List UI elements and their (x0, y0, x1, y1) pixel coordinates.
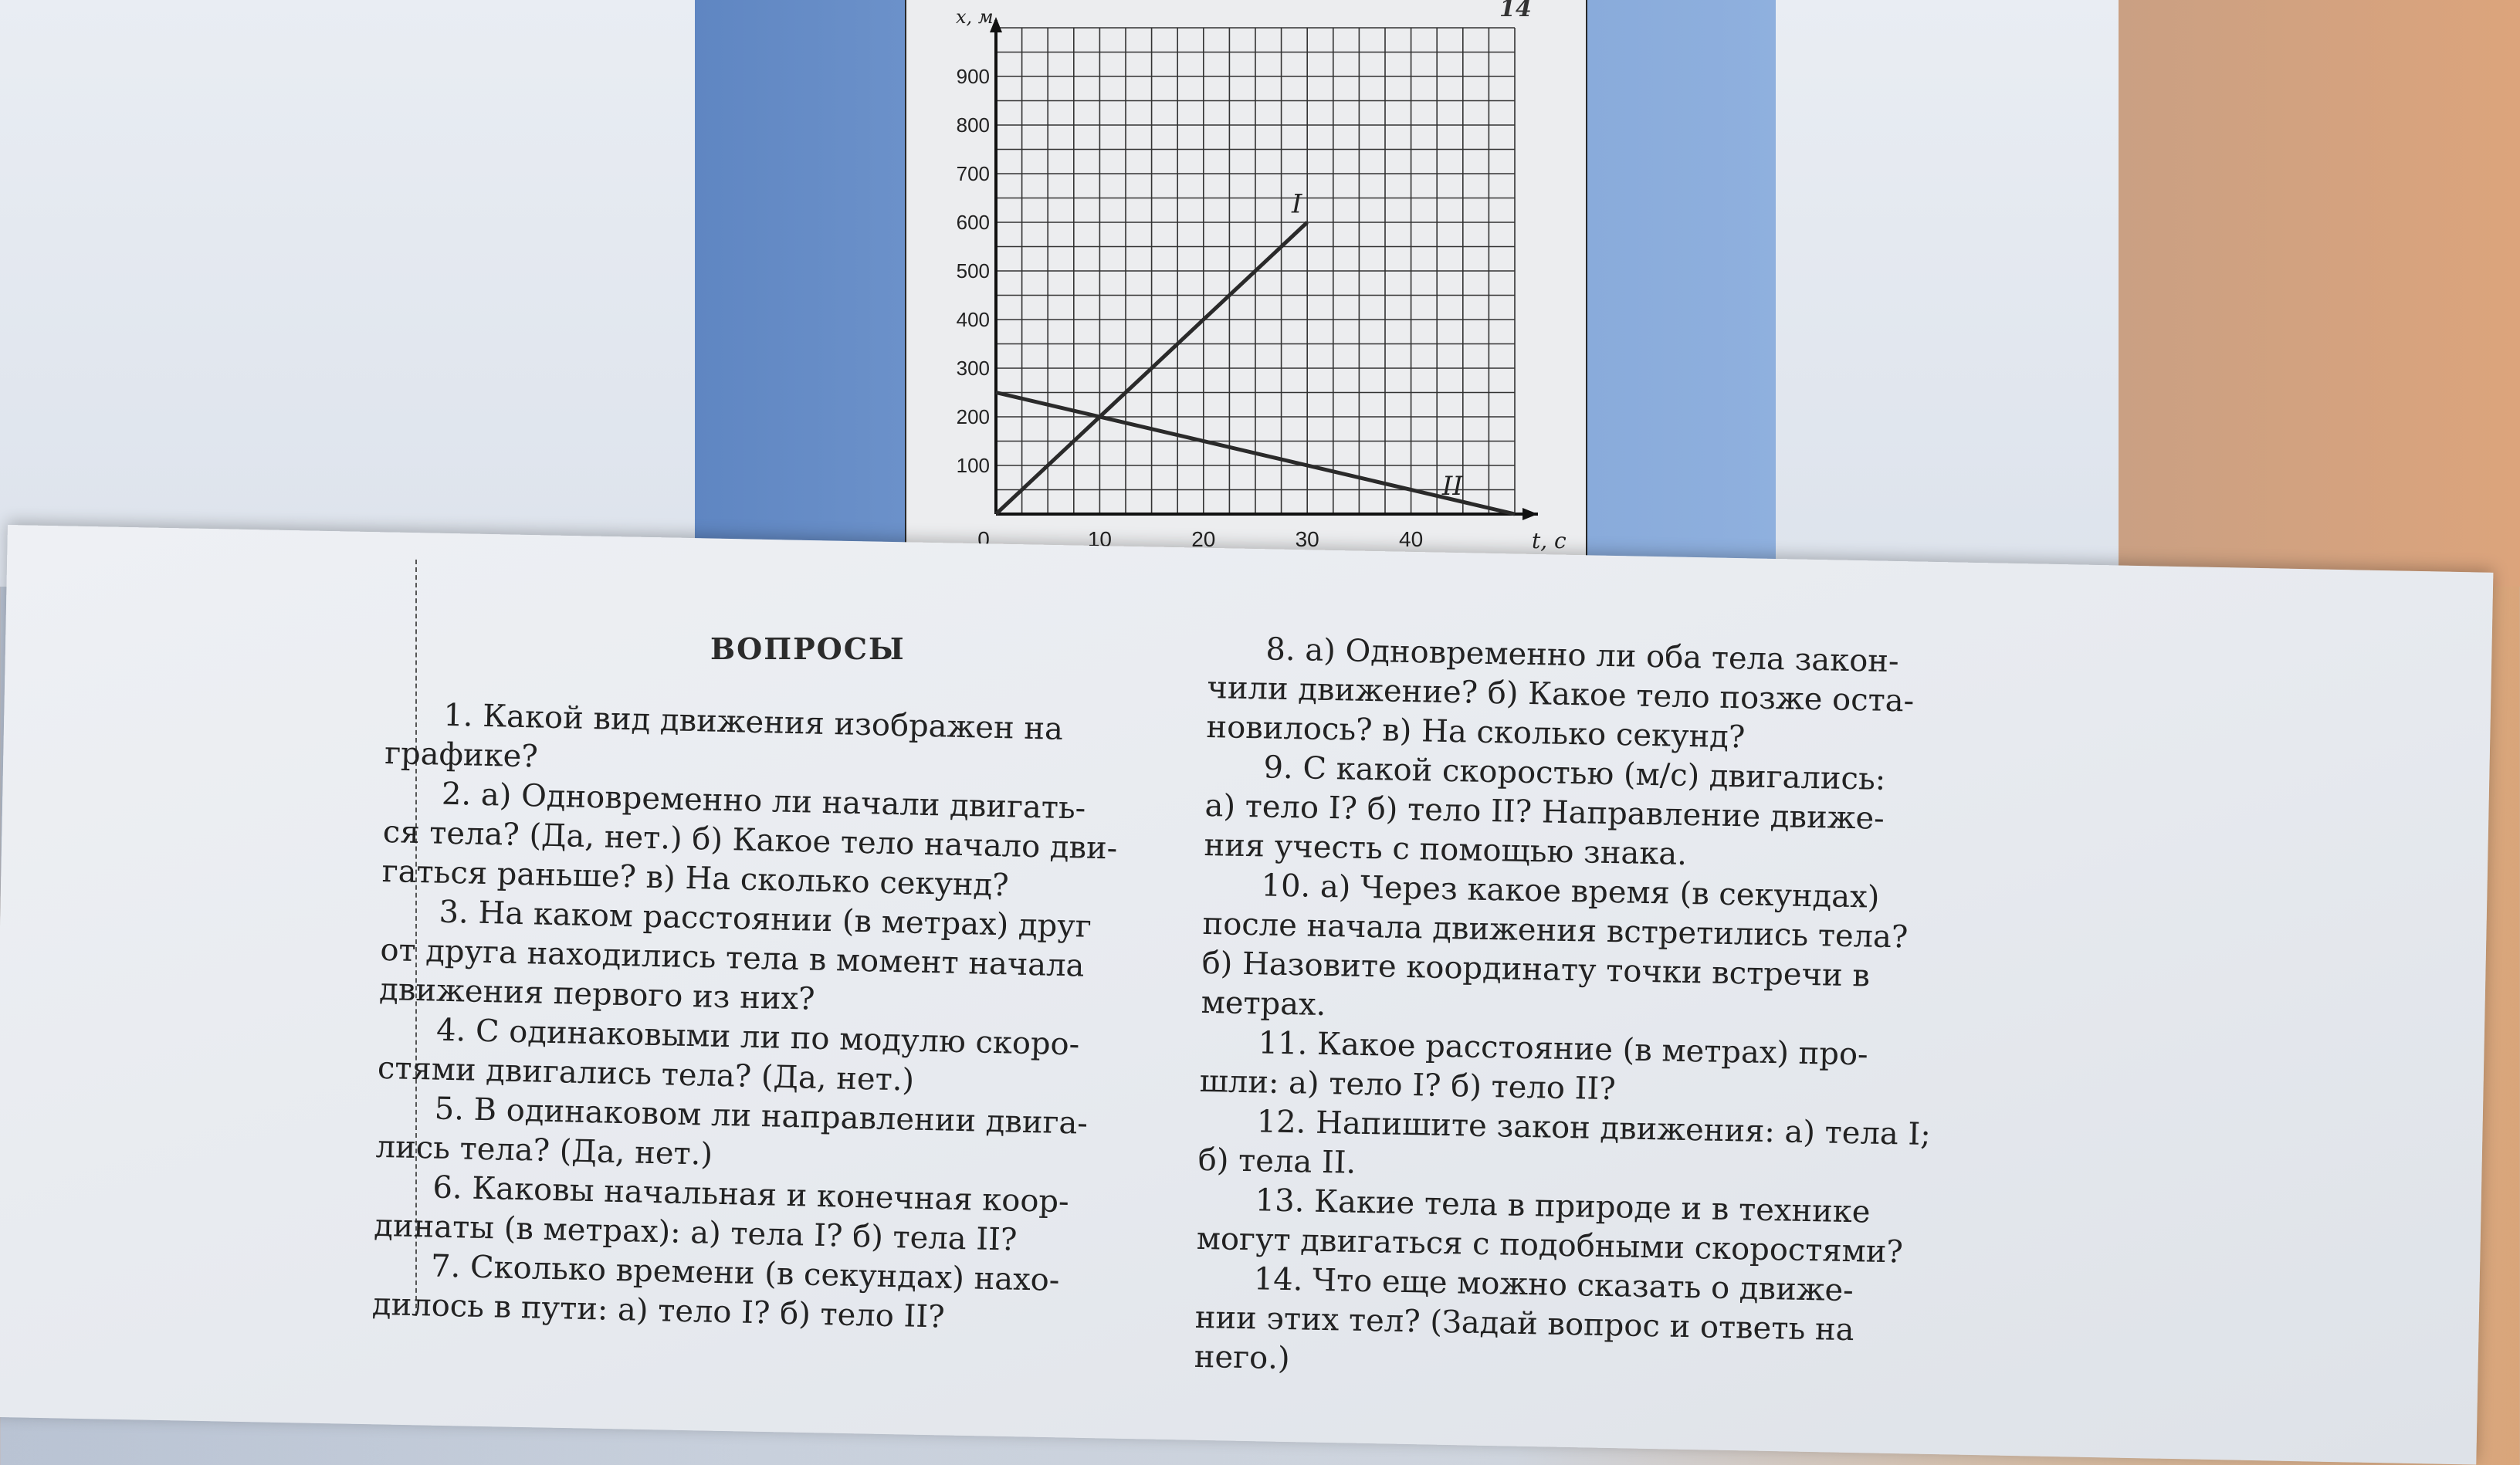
question-line: 13. Какие тела в природе и в технике (1255, 1182, 1871, 1230)
x-axis-arrow (1522, 508, 1538, 520)
question-line: метрах. (1201, 984, 1326, 1023)
question-line: могут двигаться с подобными скоростями? (1196, 1220, 1904, 1270)
background-table-edge (2119, 0, 2520, 587)
page-number: 14 (1499, 0, 1532, 22)
question-line: дилось в пути: а) тело I? б) тело II? (371, 1286, 946, 1335)
y-tick-label: 400 (956, 308, 990, 331)
question-line: 10. а) Через какое время (в секундах) (1261, 868, 1880, 915)
question-line: ния учесть с помощью знака. (1204, 827, 1688, 872)
question-line: 11. Какое расстояние (в метрах) про- (1258, 1025, 1868, 1073)
question-line: 8. а) Одновременно ли оба тела закон- (1265, 631, 1899, 680)
y-tick-label: 600 (956, 211, 990, 234)
questions-right-column (1194, 629, 1940, 1391)
y-tick-label: 300 (956, 357, 990, 380)
x-tick-label: 20 (1191, 527, 1216, 551)
x-tick-label: 10 (1087, 527, 1112, 551)
motion-graph (906, 0, 1586, 568)
y-tick-label: 500 (956, 259, 990, 283)
y-tick-label: 100 (956, 454, 990, 477)
question-line: гаться раньше? в) На сколько секунд? (381, 853, 1010, 904)
question-line: лись тела? (Да, нет.) (375, 1128, 713, 1172)
question-line: чили движение? б) Какое тело позже оста- (1207, 669, 1915, 719)
questions-title: ВОПРОСЫ (710, 631, 906, 666)
question-line: 2. а) Одновременно ли начали двигать- (441, 776, 1086, 827)
question-line: ся тела? (Да, нет.) б) Какое тело начало дви- (382, 814, 1118, 867)
question-line: 4. С одинаковыми ли по модулю скоро- (435, 1012, 1080, 1063)
line-label-I: I (1292, 188, 1302, 220)
graph-card (905, 0, 1587, 570)
question-line: 14. Что еще можно сказать о движе- (1253, 1261, 1854, 1309)
y-tick-label: 700 (956, 162, 990, 185)
x-tick-label: 0 (977, 527, 990, 551)
question-line: 5. В одинаковом ли направлении двига- (434, 1091, 1089, 1142)
question-line: новилось? в) На сколько секунд? (1206, 709, 1746, 756)
question-line: 6. Каковы начальная и конечная коор- (432, 1169, 1070, 1220)
question-line: 9. С какой скоростью (м/с) двигались: (1263, 749, 1886, 797)
y-tick-label: 200 (956, 405, 990, 428)
question-line: от друга находились тела в момент начала (379, 932, 1085, 984)
question-line: после начала движения встретились тела? (1202, 905, 1909, 956)
x-tick-label: 40 (1399, 527, 1424, 551)
y-axis-label: x, м (956, 6, 994, 28)
y-tick-label: 900 (956, 65, 990, 88)
line-label-II: II (1441, 470, 1463, 502)
questions-left-column (371, 695, 1120, 1341)
question-line: 12. Напишите закон движения: а) тела I; (1256, 1104, 1932, 1153)
question-line: а) тело I? б) тело II? Направление движе- (1204, 787, 1885, 837)
question-line: 1. Какой вид движения изображен на (442, 697, 1064, 747)
question-line: б) тела II. (1197, 1142, 1357, 1181)
y-tick-label: 800 (956, 113, 990, 137)
question-line: движения первого из них? (378, 971, 816, 1017)
question-line: него.) (1194, 1338, 1291, 1377)
question-line: б) Назовите координату точки встречи в (1201, 945, 1871, 994)
x-tick-label: 30 (1295, 527, 1319, 551)
question-line: 3. На каком расстоянии (в метрах) друг (439, 894, 1092, 945)
question-line: стями двигались тела? (Да, нет.) (377, 1050, 915, 1098)
question-line: 7. Сколько времени (в секундах) нахо- (430, 1248, 1060, 1298)
question-line: нии этих тел? (Задай вопрос и ответь на (1194, 1299, 1854, 1348)
x-axis-label: t, c (1532, 528, 1567, 553)
question-line: динаты (в метрах): а) тела I? б) тела II? (373, 1207, 1018, 1258)
question-line: шли: а) тело I? б) тело II? (1199, 1063, 1617, 1108)
question-line: графике? (384, 735, 539, 775)
